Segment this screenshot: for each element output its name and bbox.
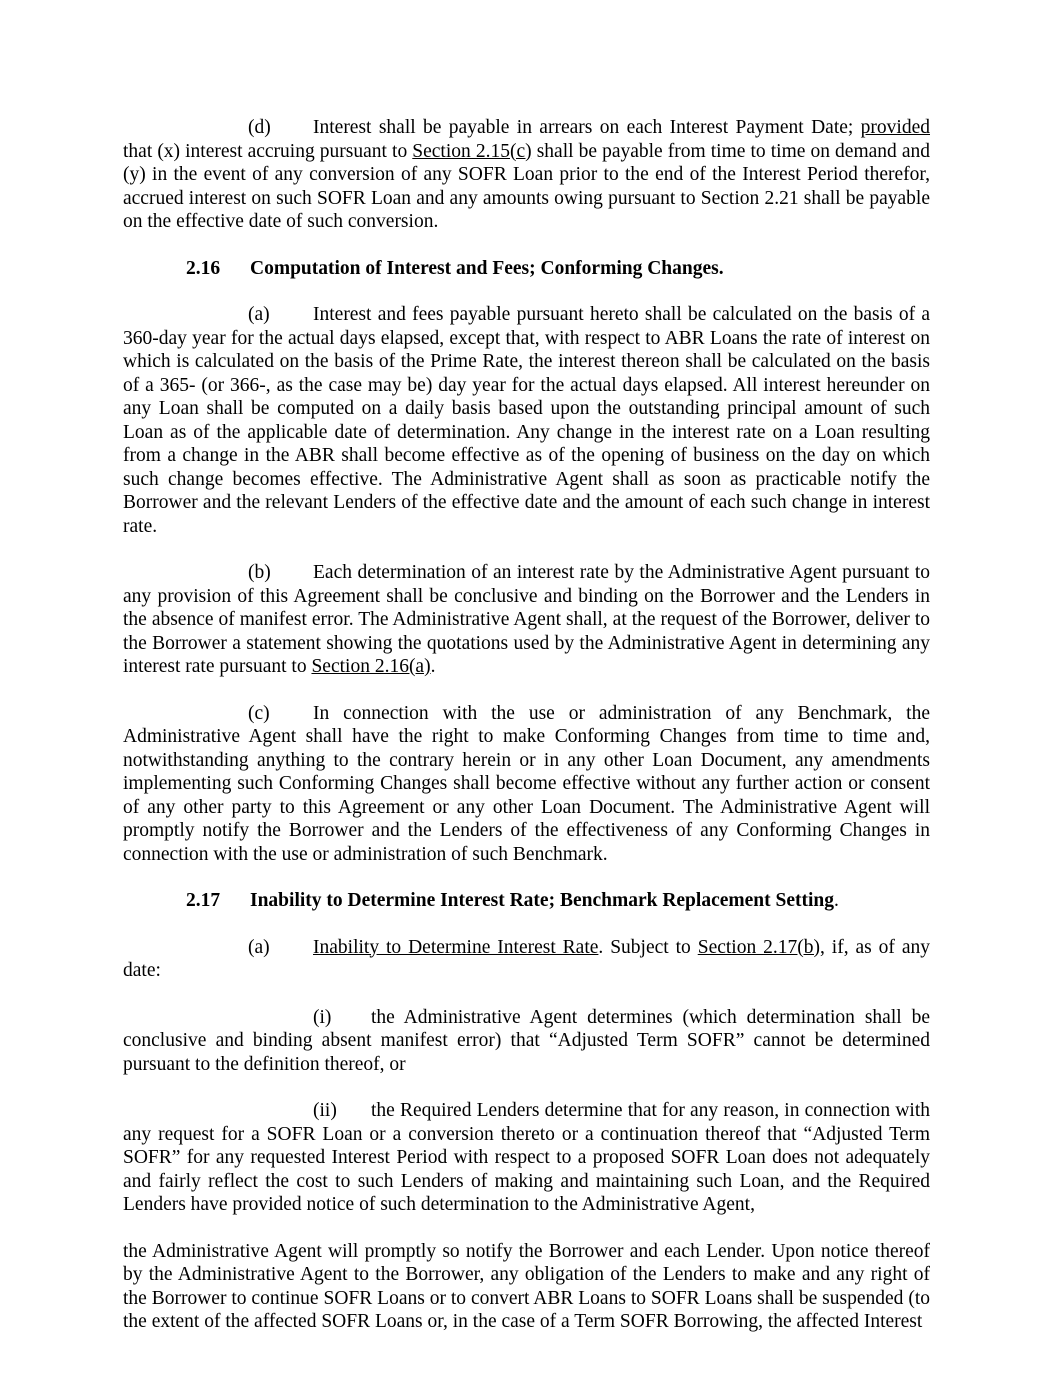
text-run: In connection with the use or administration of any Benchmark, the Administrative Agent shall have the right to make Conforming Changes from time to time and, notwithstanding anything to the contrary herein or in any other Loan Document, any amendments implementing such Conforming Changes shall become effective without any further action or consent of any other party to this Agreement or any other Loan Document. The Administrative Agent will promptly notify the Borrower and the Lenders of the effectiveness of any Conforming Changes in connection with the use or administration of such Benchmark. xyxy=(123,702,930,865)
paragraph-marker: (c) xyxy=(248,702,270,724)
heading-text: Computation of Interest and Fees; Conforming Changes. xyxy=(250,257,724,279)
text-run: . xyxy=(834,890,839,911)
text-run: . Subject to xyxy=(598,936,698,958)
paragraph-marker: 2.17 xyxy=(186,890,221,911)
clause-2-17-a-ii xyxy=(123,1099,930,1217)
clause-2-17-a-continuation xyxy=(123,1240,930,1334)
document-body xyxy=(123,116,930,1334)
clause-2-17-a xyxy=(123,936,930,983)
clause-2-15-d xyxy=(123,116,930,234)
section-2-16-heading xyxy=(123,257,930,281)
underlined-text: Section 2.15(c) xyxy=(412,140,532,162)
text-run: that (x) interest accruing pursuant to xyxy=(123,140,413,162)
underlined-text: Inability to Determine Interest Rate xyxy=(313,936,599,958)
text-run: the Required Lenders determine that for any reason, in connection with any request for a SOFR Loan or a conversion thereto or a continuation thereof that “Adjusted Term SOFR” for any requested Interest Period with respect to a proposed SOFR Loan does not adequately and fairly reflect the cost to such Lenders of making and maintaining such Loan, and the Required Lenders have provided notice of such determination to the Administrative Agent, xyxy=(123,1100,930,1215)
text-run: , if, as of any date: xyxy=(123,936,930,981)
section-2-17-heading xyxy=(123,889,930,913)
paragraph-marker: (i) xyxy=(313,1006,332,1028)
paragraph-marker: (a) xyxy=(248,936,270,958)
underlined-text: Section 2.16(a) xyxy=(311,656,431,677)
clause-2-16-b xyxy=(123,561,930,679)
paragraph-marker: (ii) xyxy=(313,1100,337,1121)
paragraph-marker: (b) xyxy=(248,562,271,583)
text-run: Interest shall be payable in arrears on each Interest Payment Date; xyxy=(313,117,861,138)
clause-2-17-a-i xyxy=(123,1006,930,1077)
text-run: Interest and fees payable pursuant hereto shall be calculated on the basis of a 360-day year for the actual days elapsed, except that, with respect to ABR Loans the rate of interest on which is calculated on the basis of the Prime Rate, the interest thereon shall be calculated on the basis of a 365- (or 366-, as the case may be) day year for the actual days elapsed. All interest hereunder on any Loan shall be computed on a daily basis based upon the outstanding principal amount of such Loan as of the applicable date of determination. Any change in the interest rate on a Loan resulting from a change in the ABR shall become effective as of the opening of business on the day on which such change becomes effective. The Administrative Agent shall as soon as practicable notify the Borrower and the relevant Lenders of the effective date and the amount of each such change in interest rate. xyxy=(123,304,930,537)
clause-2-16-c xyxy=(123,702,930,867)
text-run: Each determination of an interest rate by the Administrative Agent pursuant to any provision of this Agreement shall be conclusive and binding on the Borrower and the Lenders in the absence of manifest error. The Administrative Agent shall, at the request of the Borrower, deliver to the Borrower a statement showing the quotations used by the Administrative Agent in determining any interest rate pursuant to xyxy=(123,562,930,677)
text-run: . xyxy=(430,656,436,677)
paragraph-marker: 2.16 xyxy=(186,257,221,279)
text-run: shall be payable from time to time on demand and (y) in the event of any conversion of any SOFR Loan prior to the end of the Interest Period therefor, accrued interest on such SOFR Loan and any amounts owing pursuant to Section 2.21 shall be payable on the effective date of such conversion. xyxy=(123,140,931,232)
paragraph-marker: (d) xyxy=(248,117,271,138)
text-run: the Administrative Agent will promptly so notify the Borrower and each Lender. Upon notice thereof by the Administrative Agent to the Borrower, any obligation of the Lenders to make and any right of the Borrower to continue SOFR Loans or to convert ABR Loans to SOFR Loans shall be suspended (to the extent of the affected SOFR Loans or, in the case of a Term SOFR Borrowing, the affected Interest xyxy=(123,1240,930,1332)
clause-2-16-a xyxy=(123,303,930,538)
underlined-text: Section 2.17(b) xyxy=(697,936,820,958)
text-run: the Administrative Agent determines (which determination shall be conclusive and binding absent manifest error) that “Adjusted Term SOFR” cannot be determined pursuant to the definition thereof, or xyxy=(123,1006,930,1075)
paragraph-marker: (a) xyxy=(248,304,270,325)
underlined-text: provided xyxy=(860,117,930,138)
heading-text: Inability to Determine Interest Rate; Benchmark Replacement Setting xyxy=(250,890,834,911)
